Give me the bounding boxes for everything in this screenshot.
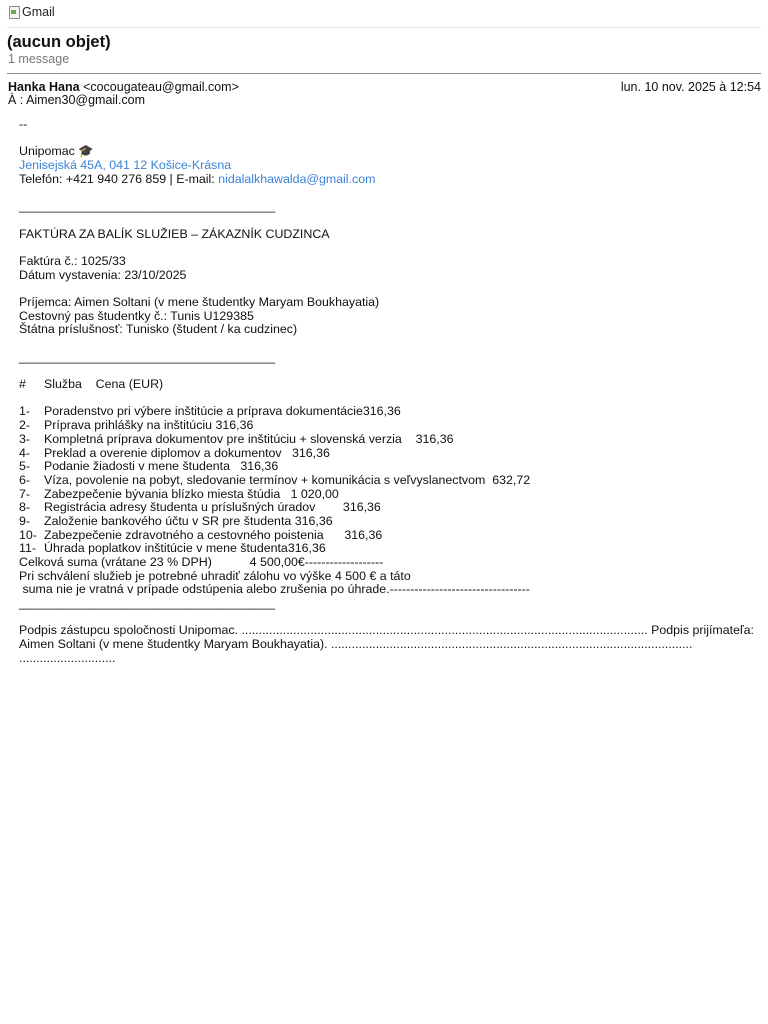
blank-line (19, 337, 761, 351)
invoice-item-number: 5- (19, 459, 31, 474)
broken-image-icon (8, 5, 20, 19)
invoice-item (19, 405, 761, 419)
invoice-item-gap (402, 432, 416, 446)
signature-dash: -- (19, 117, 28, 131)
invoice-item-service: Založenie bankového účtu v SR pre študenta (44, 513, 292, 528)
blank-line (19, 214, 761, 228)
invoice-item-number: 6- (19, 472, 31, 487)
invoice-item-service: Kompletná príprava dokumentov pre inštitúciu + slovenská verzia (44, 431, 402, 446)
company-name: Unipomac 🎓 (19, 144, 94, 159)
invoice-item (19, 460, 761, 474)
invoice-item-number: 8- (19, 500, 31, 515)
invoice-item-number: 3- (19, 431, 31, 446)
sender-email: <cocougateau@gmail.com> (83, 80, 239, 94)
invoice-item-service: Príprava prihlášky na inštitúciu (44, 418, 213, 433)
invoice-item-number: 11- (19, 541, 36, 556)
invoice-item-gap (315, 500, 343, 514)
table-header-price: Cena (EUR) (95, 377, 164, 392)
invoice-item (19, 447, 761, 461)
invoice-item-price: 316,36 (240, 459, 279, 474)
invoice-item-number: 2- (19, 418, 31, 433)
invoice-item-number: 9- (19, 513, 31, 528)
invoice-item-service: Úhrada poplatkov inštitúcie v mene študenta (44, 541, 288, 556)
blank-line (19, 241, 761, 255)
invoice-item (19, 515, 761, 529)
invoice-recipient: Príjemca: Aimen Soltani (v mene študentky Maryam Boukhayatia) (19, 294, 380, 309)
invoice-item-service: Poradenstvo pri výbere inštitúcie a príprava dokumentácie (44, 404, 363, 419)
blank-line (19, 132, 761, 146)
table-header-service: Služba (44, 377, 82, 392)
invoice-item-service: Preklad a overenie diplomov a dokumentov (44, 445, 282, 460)
blank-line (19, 364, 761, 378)
email-subject: (aucun objet) (7, 33, 111, 51)
sender-name: Hanka Hana (8, 80, 80, 94)
blank-line (19, 186, 761, 200)
signature-block: Podpis zástupcu spoločnosti Unipomac. ...................................................................................................................... Podpis prijímateľa: Aimen Soltani (v mene študentky Maryam Boukhayatia). ......................................................................................................... ............................ (19, 623, 754, 665)
invoice-item (19, 419, 761, 433)
header-divider (7, 27, 761, 28)
email-body (19, 118, 761, 666)
invoice-item (19, 433, 761, 447)
message-divider (7, 73, 761, 74)
invoice-item-price: 316,36 (362, 404, 401, 419)
invoice-item (19, 474, 761, 488)
invoice-item-price: 316,36 (342, 500, 381, 515)
recipient-line: À : Aimen30@gmail.com (8, 93, 146, 107)
invoice-item-service: Podanie žiadosti v mene študenta (44, 459, 230, 474)
invoice-item-service: Zabezpečenie zdravotného a cestovného poistenia (44, 527, 324, 542)
invoice-item-number: 4- (19, 445, 31, 460)
invoice-item-gap (230, 459, 240, 473)
contact-email-link[interactable]: nidalalkhawalda@gmail.com (218, 171, 376, 186)
blank-line (19, 392, 761, 406)
gmail-logo-alt: Gmail (22, 5, 55, 19)
gmail-logo (8, 5, 55, 19)
table-header-hash: # (19, 377, 26, 392)
separator-line: ________________________________________ (19, 596, 275, 611)
invoice-item-price: 316,36 (344, 527, 383, 542)
invoice-item-price: 316,36 (415, 431, 454, 446)
invoice-item-price: 316,36 (291, 445, 330, 460)
phone-text: Telefón: +421 940 276 859 | E-mail: (19, 171, 219, 186)
invoice-item-number: 7- (19, 486, 31, 501)
nationality: Štátna príslušnosť: Tunisko (študent / ka cudzinec) (19, 322, 298, 337)
invoice-item-number: 10- (19, 527, 37, 542)
sender (8, 80, 239, 94)
invoice-title: FAKTÚRA ZA BALÍK SLUŽIEB – ZÁKAZNÍK CUDZINCA (19, 226, 330, 241)
message-count: 1 message (8, 52, 70, 66)
invoice-item-number: 1- (19, 404, 31, 419)
invoice-date: Dátum vystavenia: 23/10/2025 (19, 267, 187, 282)
invoice-item-gap (324, 528, 345, 542)
deposit-note-2: suma nie je vratná v prípade odstúpenia alebo zrušenia po úhrade.---------------------------------- (19, 582, 530, 597)
separator-line: ________________________________________ (19, 199, 275, 214)
invoice-item-price: 632,72 (492, 472, 531, 487)
invoice-item-gap (280, 487, 290, 501)
invoice-item-service: Registrácia adresy študenta u príslušných úradov (44, 500, 316, 515)
invoice-number: Faktúra č.: 1025/33 (19, 253, 126, 268)
passport-number: Cestovný pas študentky č.: Tunis U129385 (19, 308, 254, 323)
separator-line: ________________________________________ (19, 349, 275, 364)
deposit-note-1: Pri schválení služieb je potrebné uhradiť zálohu vo výške 4 500 € a táto (19, 568, 411, 583)
email-date: lun. 10 nov. 2025 à 12:54 (620, 80, 761, 94)
invoice-item-price: 316,36 (215, 418, 254, 433)
invoice-item (19, 542, 761, 556)
invoice-item-gap (282, 446, 292, 460)
invoice-item-price: 1 020,00 (290, 486, 339, 501)
invoice-item-service: Zabezpečenie bývania blízko miesta štúdia (44, 486, 281, 501)
blank-line (19, 611, 761, 625)
invoice-item (19, 488, 761, 502)
table-header (19, 378, 761, 392)
invoice-item-service: Víza, povolenie na pobyt, sledovanie termínov + komunikácia s veľvyslanectvom (44, 472, 486, 487)
invoice-item-price: 316,36 (287, 541, 326, 556)
invoice-item (19, 501, 761, 515)
invoice-item-price: 316,36 (294, 513, 333, 528)
blank-line (19, 282, 761, 296)
contact-line (19, 173, 761, 187)
invoice-total: Celková suma (vrátane 23 % DPH) 4 500,00€------------------- (19, 555, 384, 569)
invoice-items (19, 405, 761, 556)
company-address-link[interactable]: Jenisejská 45A, 041 12 Košice-Krásna (19, 158, 232, 173)
